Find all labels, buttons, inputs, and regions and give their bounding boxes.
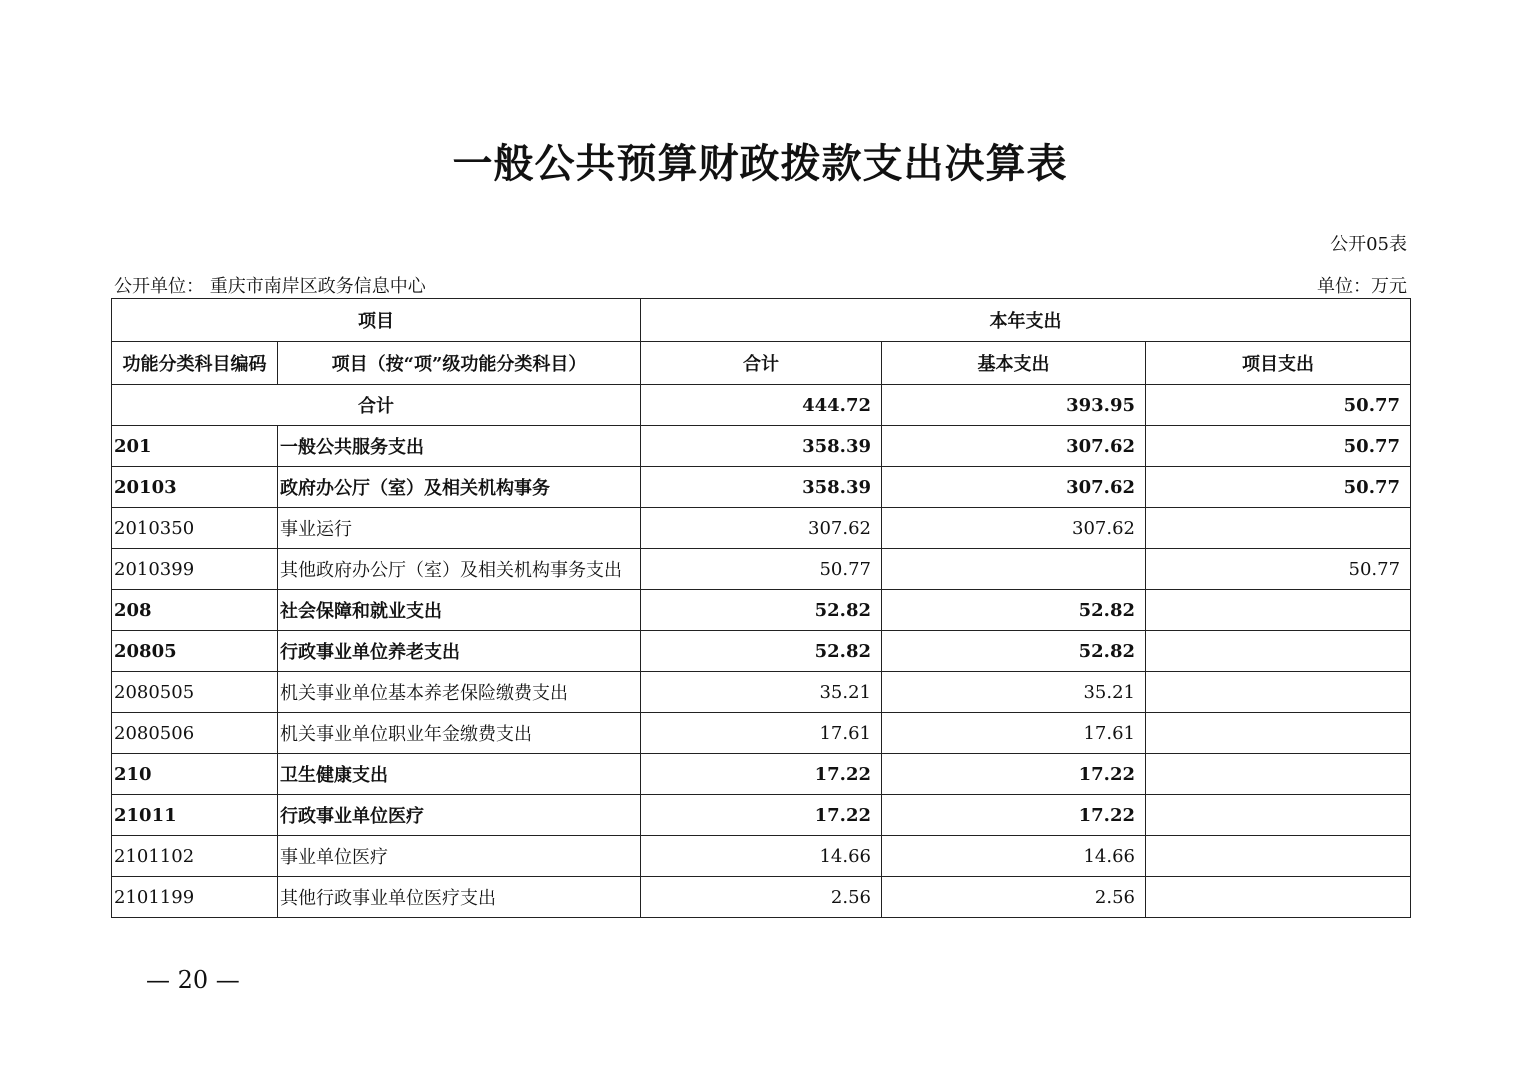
row-code: 208 (112, 590, 278, 631)
table-row (112, 549, 1411, 590)
row-project: 50.77 (1146, 549, 1411, 590)
row-code: 201 (112, 426, 278, 467)
row-total: 17.22 (641, 795, 882, 836)
currency-unit: 单位：万元 (1317, 276, 1407, 297)
row-total: 35.21 (641, 672, 882, 713)
row-name: 机关事业单位基本养老保险缴费支出 (278, 672, 641, 713)
row-project (1146, 672, 1411, 713)
row-name: 事业运行 (278, 508, 641, 549)
row-code: 2101199 (112, 877, 278, 918)
row-basic (882, 549, 1146, 590)
header-code: 功能分类科目编码 (112, 342, 278, 385)
reporting-unit: 公开单位： 重庆市南岸区政务信息中心 (114, 276, 426, 297)
page-number: — 20 — (146, 966, 240, 994)
total-sum: 444.72 (641, 385, 882, 426)
row-basic: 307.62 (882, 467, 1146, 508)
form-number: 公开05表 (1330, 234, 1407, 255)
row-name: 行政事业单位医疗 (278, 795, 641, 836)
row-name: 其他行政事业单位医疗支出 (278, 877, 641, 918)
row-total: 307.62 (641, 508, 882, 549)
row-basic: 14.66 (882, 836, 1146, 877)
row-basic: 17.61 (882, 713, 1146, 754)
table-row (112, 590, 1411, 631)
row-basic: 17.22 (882, 754, 1146, 795)
row-project (1146, 877, 1411, 918)
header-current-year: 本年支出 (641, 299, 1411, 342)
row-code: 20103 (112, 467, 278, 508)
row-code: 2080505 (112, 672, 278, 713)
header-total: 合计 (641, 342, 882, 385)
table-row (112, 631, 1411, 672)
header-row-2 (112, 342, 1411, 385)
row-total: 2.56 (641, 877, 882, 918)
row-code: 2101102 (112, 836, 278, 877)
table-row (112, 877, 1411, 918)
header-row-1 (112, 299, 1411, 342)
table-row (112, 672, 1411, 713)
total-basic: 393.95 (882, 385, 1146, 426)
expenditure-table (111, 298, 1411, 918)
row-project (1146, 713, 1411, 754)
table-row (112, 836, 1411, 877)
page-title: 一般公共预算财政拨款支出决算表 (452, 140, 1068, 187)
row-name: 卫生健康支出 (278, 754, 641, 795)
row-basic: 52.82 (882, 590, 1146, 631)
header-basic: 基本支出 (882, 342, 1146, 385)
row-code: 2080506 (112, 713, 278, 754)
header-project-expenditure: 项目支出 (1146, 342, 1411, 385)
row-total: 50.77 (641, 549, 882, 590)
row-project (1146, 795, 1411, 836)
table-row (112, 795, 1411, 836)
row-basic: 17.22 (882, 795, 1146, 836)
row-basic: 307.62 (882, 426, 1146, 467)
row-code: 20805 (112, 631, 278, 672)
row-name: 其他政府办公厅（室）及相关机构事务支出 (278, 549, 641, 590)
row-code: 2010350 (112, 508, 278, 549)
row-name: 事业单位医疗 (278, 836, 641, 877)
row-basic: 307.62 (882, 508, 1146, 549)
row-total: 17.22 (641, 754, 882, 795)
row-name: 社会保障和就业支出 (278, 590, 641, 631)
row-project: 50.77 (1146, 426, 1411, 467)
row-total: 14.66 (641, 836, 882, 877)
total-row (112, 385, 1411, 426)
table-row (112, 754, 1411, 795)
row-total: 358.39 (641, 426, 882, 467)
table-row (112, 713, 1411, 754)
row-project (1146, 590, 1411, 631)
row-project (1146, 754, 1411, 795)
table-row (112, 426, 1411, 467)
row-total: 17.61 (641, 713, 882, 754)
header-project: 项目 (112, 299, 641, 342)
row-project (1146, 631, 1411, 672)
total-label: 合计 (112, 385, 641, 426)
row-project (1146, 508, 1411, 549)
row-basic: 52.82 (882, 631, 1146, 672)
total-project: 50.77 (1146, 385, 1411, 426)
row-code: 21011 (112, 795, 278, 836)
row-name: 一般公共服务支出 (278, 426, 641, 467)
row-total: 358.39 (641, 467, 882, 508)
table-row (112, 508, 1411, 549)
row-total: 52.82 (641, 590, 882, 631)
row-name: 行政事业单位养老支出 (278, 631, 641, 672)
row-project: 50.77 (1146, 467, 1411, 508)
row-basic: 35.21 (882, 672, 1146, 713)
row-total: 52.82 (641, 631, 882, 672)
row-code: 2010399 (112, 549, 278, 590)
row-basic: 2.56 (882, 877, 1146, 918)
header-item: 项目（按“项”级功能分类科目） (278, 342, 641, 385)
table-row (112, 467, 1411, 508)
row-project (1146, 836, 1411, 877)
row-name: 政府办公厅（室）及相关机构事务 (278, 467, 641, 508)
row-name: 机关事业单位职业年金缴费支出 (278, 713, 641, 754)
row-code: 210 (112, 754, 278, 795)
